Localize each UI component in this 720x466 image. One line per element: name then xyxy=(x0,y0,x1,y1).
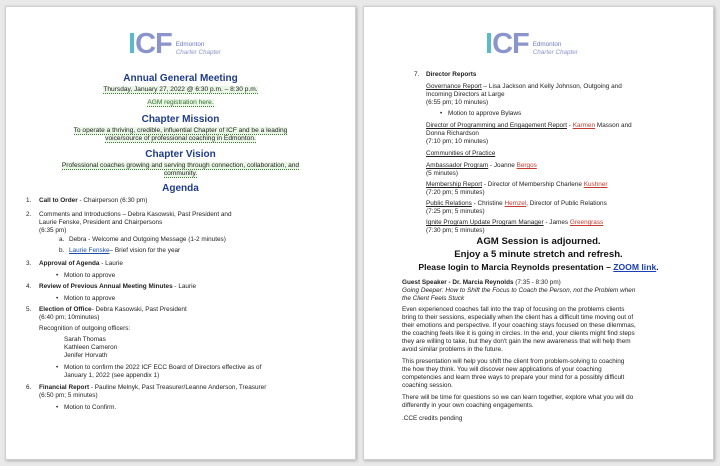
sub-item-letter: b. xyxy=(59,247,65,254)
ignite-time: (7:30 pm; 5 minutes) xyxy=(426,227,485,234)
icf-logo xyxy=(485,28,578,60)
membership-report: Membership Report - Director of Membership Charlene Kushner xyxy=(426,181,608,188)
agenda-item-5-time: (6:40 pm; 10minutes) xyxy=(39,314,100,321)
motion-bullet: • Motion to confirm the 2022 ICF ECC Board of Directors effective as of xyxy=(64,364,261,372)
governance-report-link[interactable]: Governance Report xyxy=(426,83,482,90)
para-1-line: the coaching feels like it is going in circles. In the end, your clients might find steps xyxy=(402,330,635,337)
item-number: 3. xyxy=(26,260,32,267)
director-reports-heading: Director Reports xyxy=(426,71,477,78)
ambassador-time: (5 minutes) xyxy=(426,170,458,177)
motion-bullet: • Motion to approve xyxy=(64,272,115,280)
agenda-page-1 xyxy=(5,6,356,460)
agenda-item-2a: Debra - Welcome and Outgoing Message (1-2 minutes) xyxy=(69,236,226,243)
public-relations-time: (7:25 pm; 5 minutes) xyxy=(426,208,485,215)
logo-sub: Charter Chapter xyxy=(532,48,578,56)
officer-name: Jenifer Horvath xyxy=(64,352,108,359)
para-2-line: coaching session. xyxy=(402,382,453,389)
stretch-notice: Enjoy a 5 minute stretch and refresh. xyxy=(454,249,623,260)
cce-credits: .CCE credits pending xyxy=(402,415,463,422)
sub-item-letter: a. xyxy=(59,236,65,243)
login-notice: Please login to Marcia Reynolds presentation – ZOOM link. xyxy=(418,262,659,272)
laurie-fenske-link[interactable]: Laurie Fenske xyxy=(69,247,110,254)
public-relations: Public Relations - Christine Hemzel, Director of Public Relations xyxy=(426,200,607,207)
ambassador-link[interactable]: Ambassador Program xyxy=(426,162,489,169)
ignite-program: Ignite Program Update Program Manager - James Greengrass xyxy=(426,219,604,226)
officer-name: Kathleen Cameron xyxy=(64,344,118,351)
para-1-line: bring to their sessions, especially when the client has a difficult time moving out of xyxy=(402,314,634,321)
talk-title-line-2: the Client Feels Stuck xyxy=(402,295,465,302)
agm-registration-link[interactable]: AGM registration here. xyxy=(147,99,214,106)
agenda-item-2b: Laurie Fenske– Brief vision for the year xyxy=(69,247,181,254)
motion-bullet-cont: January 1, 2022 (see appendix 1) xyxy=(64,372,160,379)
icf-logo-text xyxy=(176,41,221,57)
governance-line-2: Incoming Directors at Large xyxy=(426,91,505,98)
programming-time: (7:10 pm; 10 minutes) xyxy=(426,138,489,145)
officer-name: Sarah Thomas xyxy=(64,336,106,343)
governance-report: Governance Report – Lisa Jackson and Kelly Johnson, Outgoing and xyxy=(426,83,622,90)
agenda-item-6: Financial Report - Pauline Melnyk, Past Treasurer/Leanne Anderson, Treasurer xyxy=(39,384,267,391)
para-2-line: competencies and learn three ways to prepare your mind for a possibly difficult xyxy=(402,374,625,381)
para-1-line: their emotions and perspective. If your coaching stays focused on these dilemmas, xyxy=(402,322,636,329)
agenda-heading: Agenda xyxy=(162,183,199,194)
ambassador-program: Ambassador Program - Joanne Bergos xyxy=(426,162,537,169)
agenda-page-2 xyxy=(363,6,714,460)
item-number: 6. xyxy=(26,384,32,391)
membership-link[interactable]: Membership Report xyxy=(426,181,483,188)
agm-title: Annual General Meeting xyxy=(123,73,238,84)
public-relations-link[interactable]: Public Relations xyxy=(426,200,472,207)
agenda-item-4: Review of Previous Annual Meeting Minutes - Laurie xyxy=(39,283,197,290)
programming-report-link[interactable]: Director of Programming and Engagement Report xyxy=(426,122,568,129)
agenda-item-6-time: (6:50 pm; 5 minutes) xyxy=(39,392,98,399)
communities-of-practice: Communities of Practice xyxy=(426,150,496,157)
motion-bullet: • Motion to approve xyxy=(64,295,115,303)
vision-line-1: Professional coaches growing and serving through connection, collaboration, and xyxy=(61,162,300,169)
motion-bullet: • Motion to approve Bylaws xyxy=(448,110,521,118)
para-3-line: There will be time for questions so we can learn together, explore what you will do xyxy=(402,394,634,401)
agenda-item-2-line-1: Comments and Introductions – Debra Kasowski, Past President and xyxy=(39,211,232,218)
item-number: 2. xyxy=(26,211,32,218)
para-2-line: This presentation will help you shift the client from problem-solving to coaching xyxy=(402,358,625,365)
mission-heading: Chapter Mission xyxy=(141,114,220,125)
agenda-item-5: Election of Office- Debra Kasowski, Past President xyxy=(39,306,187,313)
icf-logo-text xyxy=(533,41,578,57)
agenda-item-2-time: (6:35 pm) xyxy=(39,227,67,234)
guest-speaker: Guest Speaker - Dr. Marcia Reynolds (7:35 - 8:30 pm) xyxy=(402,279,561,286)
talk-title-line-1: Going Deeper: How to Shift the Focus to Coach the Person, not the Problem when xyxy=(402,287,636,294)
icf-logo-mark: ICF xyxy=(128,28,172,60)
para-1-line: they are willing to take, but they don't gain the new awareness that will help them xyxy=(402,338,631,345)
agm-date: Thursday, January 27, 2022 @ 6:30 p.m. – 8:30 p.m. xyxy=(103,86,258,93)
mission-line-2: voice/source of professional coaching in Edmonton. xyxy=(105,135,256,142)
icf-logo-mark: ICF xyxy=(485,28,529,60)
agenda-item-1: Call to Order - Chairperson (6:30 pm) xyxy=(39,197,148,204)
session-adjourned: AGM Session is adjourned. xyxy=(476,236,601,247)
item-number: 1. xyxy=(26,197,32,204)
motion-bullet: • Motion to Confirm. xyxy=(64,404,116,412)
icf-logo xyxy=(128,28,221,60)
item-number: 7. xyxy=(414,71,420,78)
vision-line-2: community. xyxy=(163,170,198,177)
para-2-line: the how they think. You will discover new applications of your coaching xyxy=(402,366,602,373)
governance-time: (6:55 pm; 10 minutes) xyxy=(426,99,489,106)
zoom-link[interactable]: ZOOM link xyxy=(613,262,657,272)
logo-sub: Charter Chapter xyxy=(175,48,221,56)
para-3-line: differently in your own coaching engagements. xyxy=(402,402,534,409)
logo-city: Edmonton xyxy=(175,41,205,48)
programming-report: Director of Programming and Engagement Report - Karmen Masson and xyxy=(426,122,632,129)
membership-time: (7:20 pm; 5 minutes) xyxy=(426,189,485,196)
item-number: 4. xyxy=(26,283,32,290)
logo-city: Edmonton xyxy=(532,41,562,48)
para-1-line: Even experienced coaches fall into the trap of focusing on the problems clients xyxy=(402,306,625,313)
ignite-link[interactable]: Ignite Program Update Program Manager xyxy=(426,219,544,226)
item-number: 5. xyxy=(26,306,32,313)
programming-line-2: Donna Richardson xyxy=(426,130,479,137)
agenda-item-2-line-2: Laurie Fenske, President and Chairpersons xyxy=(39,219,163,226)
mission-line-1: To operate a thriving, credible, influential Chapter of ICF and be a leading xyxy=(73,127,288,134)
agenda-item-3: Approval of Agenda - Laurie xyxy=(39,260,123,267)
recognition-label: Recognition of outgoing officers: xyxy=(39,325,131,332)
vision-heading: Chapter Vision xyxy=(145,149,216,160)
para-1-line: avoid similar problems in the future. xyxy=(402,346,503,353)
